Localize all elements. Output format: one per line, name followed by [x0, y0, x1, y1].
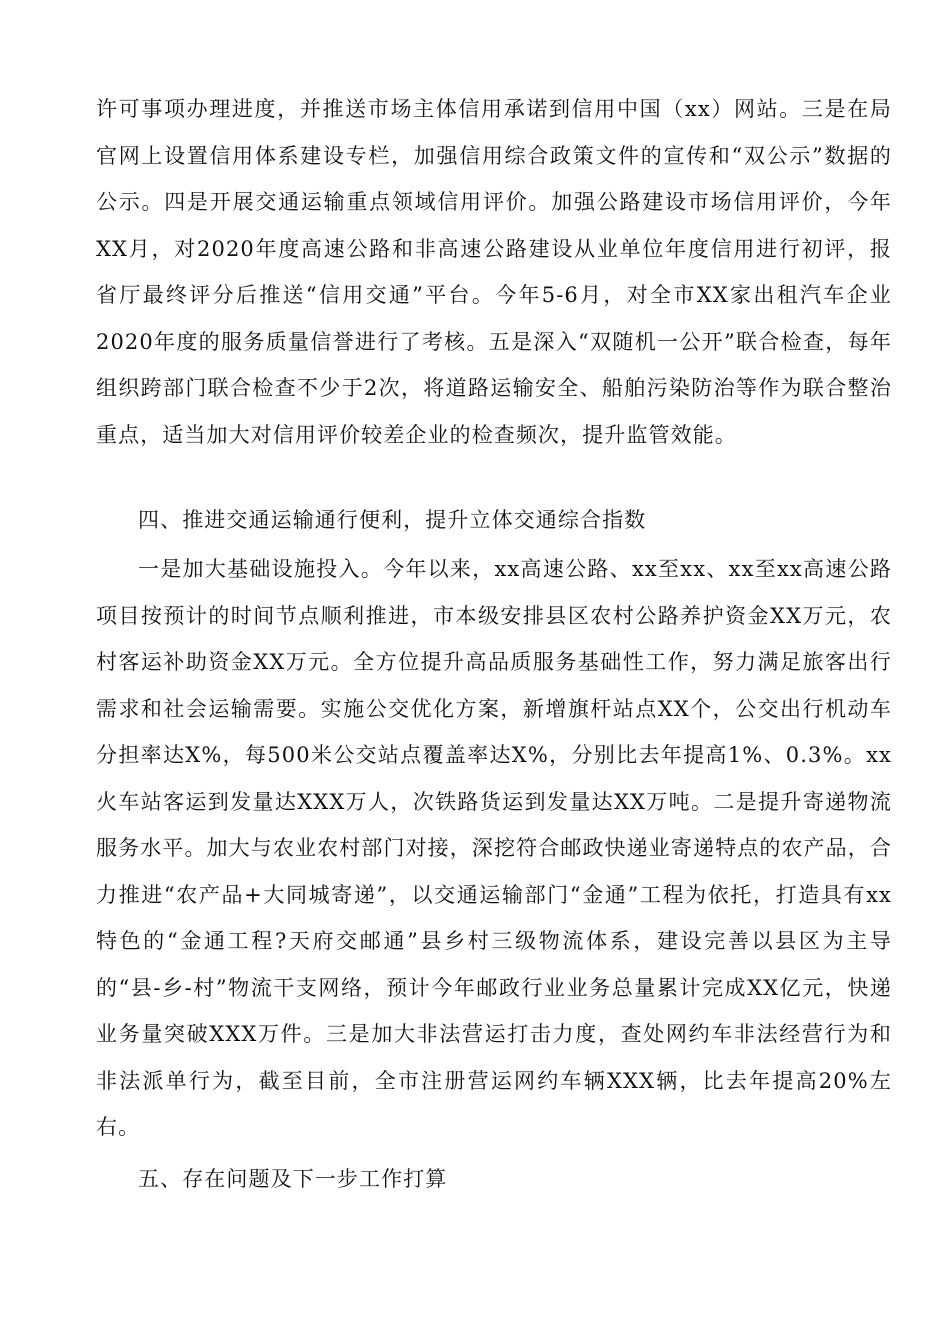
body-paragraph-credit: 许可事项办理进度，并推送市场主体信用承诺到信用中国（xx）网站。三是在局官网上设置信用体系建设专栏，加强信用综合政策文件的宣传和“双公示”数据的公示。四是开展交通运输重点领域信用评价。加强公路建设市场信用评价，今年XX月，对2020年度高速公路和非高速公路建设从业单位年度信用进行初评，报省厅最终评分后推送“信用交通”平台。今年5-6月，对全市XX家出租汽车企业2020年度的服务质量信誉进行了考核。五是深入“双随机一公开”联合检查，每年组织跨部门联合检查不少于2次，将道路运输安全、船舶污染防治等作为联合整治重点，适当加大对信用评价较差企业的检查频次，提升监管效能。 — [96, 97, 892, 447]
section-heading-5: 五、存在问题及下一步工作打算 — [138, 1167, 448, 1191]
section-heading-4: 四、推进交通运输通行便利，提升立体交通综合指数 — [138, 508, 647, 532]
body-paragraph-transport: 一是加大基础设施投入。今年以来，xx高速公路、xx至xx、xx至xx高速公路项目按预计的时间节点顺利推进，市本级安排县区农村公路养护资金XX万元，农村客运补助资金XX万元。全方位提升高品质服务基础性工作，努力满足旅客出行需求和社会运输需要。实施公交优化方案，新增旗杆站点XX个，公交出行机动车分担率达X%，每500米公交站点覆盖率达X%，分别比去年提高1%、0.3%。xx火车站客运到发量达XXX万人，次铁路货运到发量达XX万吨。二是提升寄递物流服务水平。加大与农业农村部门对接，深挖符合邮政快递业寄递特点的农产品，合力推进“农产品+大同城寄递”，以交通运输部门“金通”工程为依托，打造具有xx特色的“金通工程?天府交邮通”县乡村三级物流体系，建设完善以县区为主导的“县-乡-村”物流干支网络，预计今年邮政行业业务总量累计完成XX亿元，快递业务量突破XXX万件。三是加大非法营运打击力度，查处网约车非法经营行为和非法派单行为，截至目前，全市注册营运网约车辆XXX辆，比去年提高20%左右。 — [96, 557, 892, 1139]
